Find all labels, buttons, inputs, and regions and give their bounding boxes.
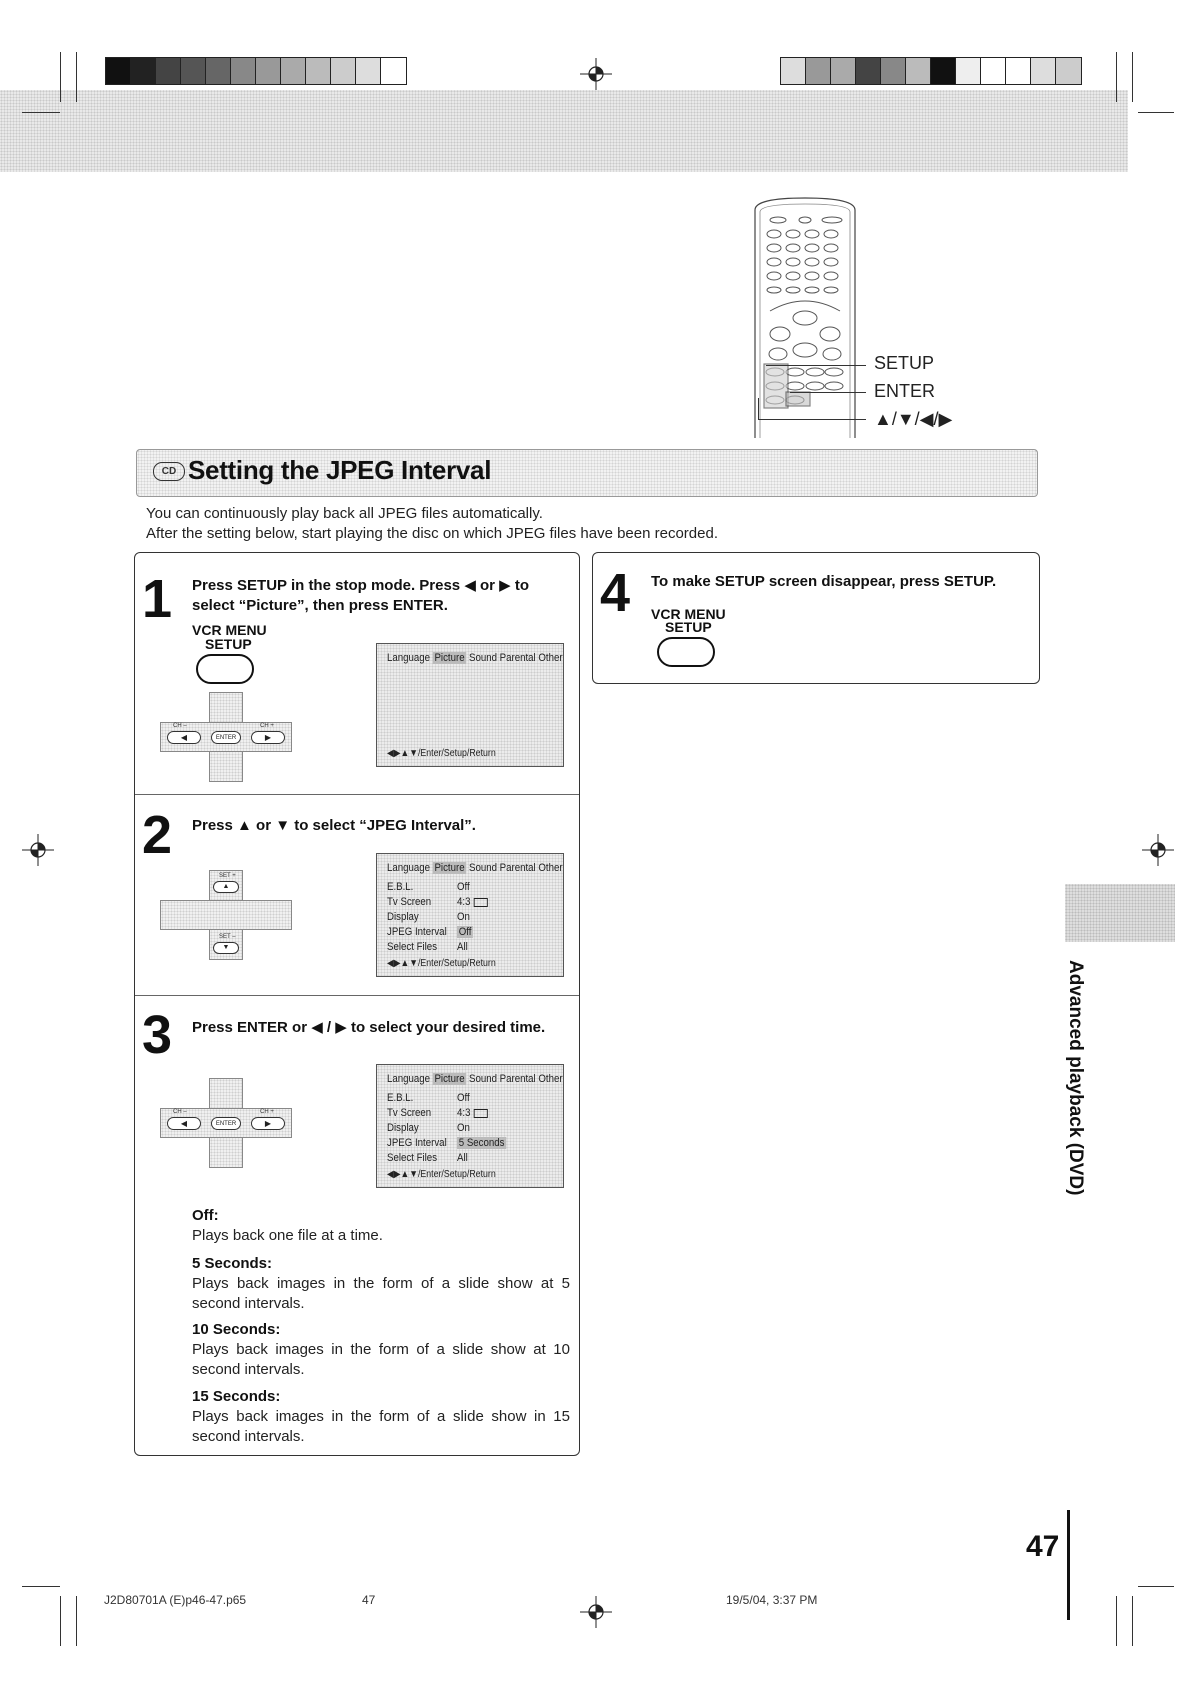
registration-mark-icon: [22, 834, 54, 866]
ch-minus-label: CH –: [173, 1109, 187, 1115]
vcr-menu-label: VCR MENU: [192, 622, 267, 638]
crop-mark: [60, 52, 61, 102]
osd-row-value: On: [457, 911, 470, 923]
osd-row-label: Select Files: [387, 1152, 438, 1164]
osd-tab-active: Picture: [434, 862, 465, 874]
intro-line-1: You can continuously play back all JPEG files automatically.: [146, 505, 543, 522]
step-1-text-line-1: Press SETUP in the stop mode. Press ◀ or ▶ to: [192, 577, 530, 594]
osd-row-value: On: [457, 1122, 470, 1134]
leader-line: [766, 365, 866, 366]
osd-screen-step-1: [376, 643, 564, 767]
osd-screen-step-2: [376, 853, 564, 977]
cd-badge: CD: [153, 462, 185, 481]
option-desc-15s-line-2: second intervals.: [192, 1428, 305, 1445]
vcr-menu-label: VCR MENU: [651, 606, 726, 622]
option-desc-15s-line-1: Plays back images in the form of a slide show in 15: [192, 1408, 570, 1425]
option-name-off: Off:: [192, 1207, 219, 1224]
osd-row-value: [457, 896, 488, 908]
left-arrow-button: ◀: [167, 731, 201, 744]
crop-mark: [22, 112, 60, 113]
option-name-10s: 10 Seconds:: [192, 1321, 281, 1338]
option-name-15s: 15 Seconds:: [192, 1388, 281, 1405]
side-tab: [1065, 884, 1175, 942]
leader-line: [790, 392, 866, 393]
step-number-4: 4: [600, 563, 631, 623]
step-3-text: Press ENTER or ◀ / ▶ to select your desired time.: [192, 1019, 546, 1036]
osd-tv-value: 4:3: [457, 1107, 471, 1119]
osd-row-value: All: [457, 1152, 468, 1164]
crop-mark: [1138, 112, 1174, 113]
osd-footer: ◀▶▲▼/Enter/Setup/Return: [387, 1169, 496, 1180]
crop-mark: [22, 1586, 60, 1587]
osd-footer: ◀▶▲▼/Enter/Setup/Return: [387, 958, 496, 969]
crop-mark: [1132, 52, 1133, 102]
step-divider: [135, 995, 579, 996]
crop-mark: [1116, 52, 1117, 102]
set-plus-label: SET +: [219, 873, 236, 879]
step-2-text: Press ▲ or ▼ to select “JPEG Interval”.: [192, 817, 476, 834]
ch-plus-label: CH +: [260, 1109, 274, 1115]
step-number-2: 2: [142, 805, 173, 865]
osd-row-label: Display: [387, 1122, 419, 1134]
crop-mark: [60, 1596, 61, 1646]
ch-minus-label: CH –: [173, 723, 187, 729]
osd-tab: Sound: [469, 1073, 498, 1085]
osd-row-value: [457, 1107, 488, 1119]
setup-label: SETUP: [205, 636, 252, 652]
option-desc-10s-line-2: second intervals.: [192, 1361, 305, 1378]
leader-line: [758, 419, 866, 420]
registration-strip-right: [780, 57, 1082, 85]
osd-row-label: Display: [387, 911, 419, 923]
osd-screen-step-3: [376, 1064, 564, 1188]
osd-row-label: JPEG Interval: [387, 926, 447, 938]
right-arrow-button: ▶: [251, 1117, 285, 1130]
osd-row-label: Select Files: [387, 941, 438, 953]
option-desc-5s-line-1: Plays back images in the form of a slide show at 5: [192, 1275, 570, 1292]
setup-button: [657, 637, 715, 667]
header-band: [0, 90, 1128, 172]
osd-row-label: Tv Screen: [387, 1107, 432, 1119]
remote-label-arrows: ▲/▼/◀/▶: [874, 409, 953, 429]
osd-tab: Parental: [499, 652, 536, 664]
side-tab-label: Advanced playback (DVD): [1065, 960, 1086, 1196]
osd-row-value-selected: 5 Seconds: [458, 1137, 505, 1149]
osd-tab: Language: [387, 1073, 431, 1085]
step-number-1: 1: [142, 569, 173, 629]
step-divider: [135, 794, 579, 795]
osd-tab: Parental: [499, 1073, 536, 1085]
enter-button: ENTER: [211, 1117, 241, 1130]
osd-row-value: Off: [457, 1092, 470, 1104]
down-arrow-button: ▼: [213, 942, 239, 954]
right-arrow-button: ▶: [251, 731, 285, 744]
leader-line: [758, 398, 759, 420]
osd-row-value: Off: [457, 881, 470, 893]
step-1-text-line-2: select “Picture”, then press ENTER.: [192, 597, 448, 614]
osd-tab: Sound: [469, 652, 498, 664]
registration-strip-left: [105, 57, 407, 85]
remote-label-setup: SETUP: [874, 353, 935, 373]
osd-tabs: [387, 1073, 565, 1085]
page-title: Setting the JPEG Interval: [188, 455, 492, 485]
osd-tabs: [387, 652, 565, 664]
osd-row-label: Tv Screen: [387, 896, 432, 908]
option-desc-off: Plays back one file at a time.: [192, 1227, 383, 1244]
set-minus-label: SET –: [219, 934, 236, 940]
crop-mark: [1116, 1596, 1117, 1646]
tv-screen-icon: [474, 1109, 488, 1118]
osd-tab: Sound: [469, 862, 498, 874]
step-4-text: To make SETUP screen disappear, press SETUP.: [651, 573, 997, 590]
option-name-5s: 5 Seconds:: [192, 1255, 273, 1272]
option-desc-5s-line-2: second intervals.: [192, 1295, 305, 1312]
osd-tab: Other: [538, 652, 563, 664]
dpad-step-2: [127, 870, 325, 960]
osd-row-value-selected: Off: [458, 926, 472, 938]
option-desc-10s-line-1: Plays back images in the form of a slide show at 10: [192, 1341, 570, 1358]
page-number-rule: [1067, 1510, 1070, 1620]
footer-page: 47: [362, 1593, 376, 1607]
osd-tab: Other: [538, 862, 563, 874]
osd-tabs: [387, 862, 565, 874]
dpad-step-3: [127, 1078, 325, 1168]
page-number: 47: [1026, 1530, 1060, 1563]
crop-mark: [1138, 1586, 1174, 1587]
osd-row-label: E.B.L.: [387, 881, 414, 893]
ch-plus-label: CH +: [260, 723, 274, 729]
remote-label-enter: ENTER: [874, 381, 936, 401]
intro-line-2: After the setting below, start playing the disc on which JPEG files have been recorded.: [146, 525, 718, 542]
osd-tab-active: Picture: [434, 652, 465, 664]
crop-mark: [1132, 1596, 1133, 1646]
osd-tab: Parental: [499, 862, 536, 874]
registration-mark-icon: [1142, 834, 1174, 866]
osd-footer: ◀▶▲▼/Enter/Setup/Return: [387, 748, 496, 759]
setup-label: SETUP: [665, 619, 712, 635]
registration-mark-icon: [580, 1596, 612, 1628]
osd-row-label: JPEG Interval: [387, 1137, 447, 1149]
enter-button: ENTER: [211, 731, 241, 744]
tv-screen-icon: [474, 898, 488, 907]
osd-tab: Other: [538, 1073, 563, 1085]
dpad-step-1: [127, 692, 325, 782]
footer-timestamp: 19/5/04, 3:37 PM: [726, 1593, 818, 1607]
crop-mark: [76, 52, 77, 102]
osd-tv-value: 4:3: [457, 896, 471, 908]
osd-tab-active: Picture: [434, 1073, 465, 1085]
footer-filename: J2D80701A (E)p46-47.p65: [104, 1593, 247, 1607]
up-arrow-button: ▲: [213, 881, 239, 893]
osd-tab: Language: [387, 862, 431, 874]
crop-mark: [76, 1596, 77, 1646]
osd-row-label: E.B.L.: [387, 1092, 414, 1104]
osd-tab: Language: [387, 652, 431, 664]
step-number-3: 3: [142, 1005, 173, 1065]
left-arrow-button: ◀: [167, 1117, 201, 1130]
osd-row-value: All: [457, 941, 468, 953]
remote-control-illustration: [750, 196, 860, 438]
registration-mark-icon: [580, 58, 612, 90]
setup-button: [196, 654, 254, 684]
